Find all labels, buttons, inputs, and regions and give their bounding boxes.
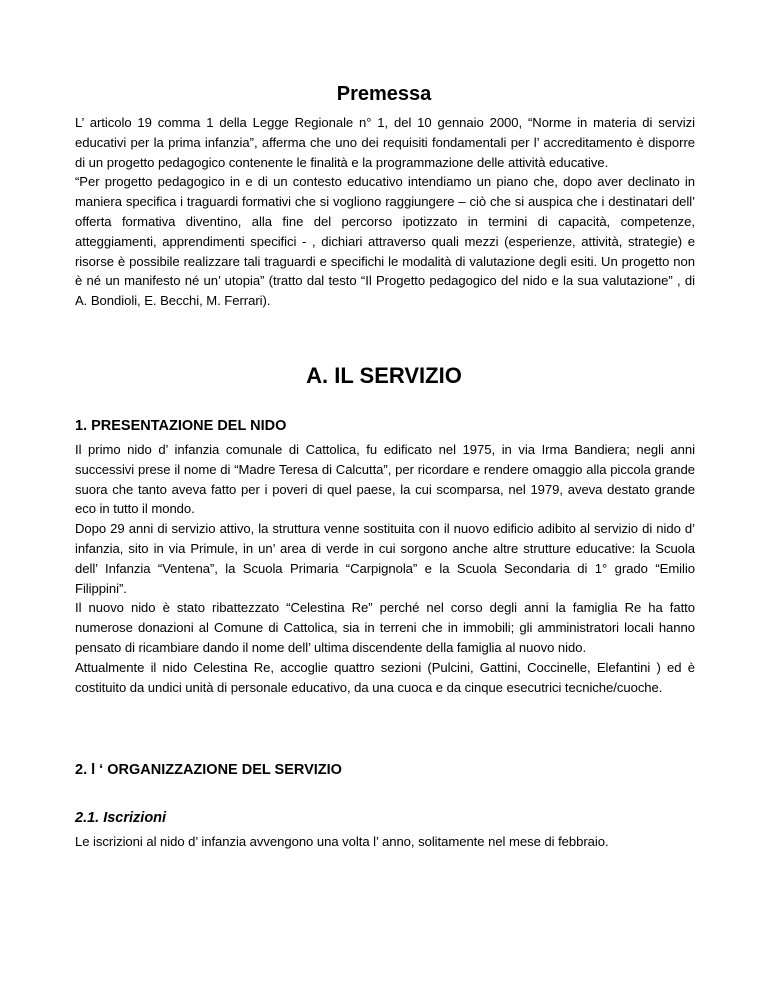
section-1-heading: 1. PRESENTAZIONE DEL NIDO	[75, 418, 287, 434]
section-1-body	[75, 440, 695, 697]
subsection-2-1-heading: 2.1. Iscrizioni	[75, 810, 167, 826]
premessa-paragraph-1: L’ articolo 19 comma 1 della Legge Regionale n° 1, del 10 gennaio 2000, “Norme in materia di servizi educativi per la prima infanzia”, afferma che uno dei requisiti fondamentali per l’ accreditamento è disporre di un progetto pedagogico contenente le finalità e la programmazione delle attività educative.	[75, 115, 695, 170]
section-1-paragraph-2: Dopo 29 anni di servizio attivo, la struttura venne sostituita con il nuovo edificio adibito al servizio di nido d’ infanzia, sito in via Primule, in un’ area di verde in cui sorgono anche altre strutture educative: la Scuola dell’ Infanzia “Ventena”, la Scuola Primaria “Carpignola” e la Scuola Secondaria di 1° grado “Emilio Filippini”.	[75, 521, 695, 596]
section-1-paragraph-3: Il nuovo nido è stato ribattezzato “Celestina Re” perché nel corso degli anni la famiglia Re ha fatto numerose donazioni al Comune di Cattolica, sia in terreni che in immobili; gli amministratori locali hanno pensato di ricambiare dando il nome dell’ ultima discendente della famiglia al nuovo nido.	[75, 600, 695, 655]
servizio-title: A. IL SERVIZIO	[306, 363, 462, 388]
subsection-2-1-body	[75, 832, 695, 852]
section-2-heading: 2. l ‘ ORGANIZZAZIONE DEL SERVIZIO	[75, 762, 342, 778]
section-1-paragraph-1: Il primo nido d’ infanzia comunale di Cattolica, fu edificato nel 1975, in via Irma Bandiera; negli anni successivi prese il nome di “Madre Teresa di Calcutta”, per ricordare e rendere omaggio alla piccola grande suora che tanto aveva fatto per i poveri di quel paese, la cui scomparsa, nel 1979, aveva destato grande eco in tutto il mondo.	[75, 442, 695, 517]
section-1-paragraph-4: Attualmente il nido Celestina Re, accoglie quattro sezioni (Pulcini, Gattini, Coccinelle, Elefantini ) ed è costituito da undici unità di personale educativo, da una cuoca e da cinque esecutrici tecniche/cuoche.	[75, 659, 695, 695]
premessa-body	[75, 113, 695, 311]
premessa-paragraph-2: “Per progetto pedagogico in e di un contesto educativo intendiamo un piano che, dopo aver declinato in maniera specifica i traguardi formativi che si vogliono raggiungere – ciò che si auspica che i destinatari dell’ offerta formativa diventino, alla fine del percorso ipotizzato in termini di capacità, competenze, atteggiamenti, apprendimenti specifici - , dichiari attraverso quali mezzi (esperienze, attività, strategie) e risorse è possibile realizzare tali traguardi e specifichi le modalità di valutazione degli esiti. Un progetto non è né un manifesto né un’ utopia” (tratto dal testo “Il Progetto pedagogico del nido e la sua valutazione” , di A. Bondioli, E. Becchi, M. Ferrari).	[75, 174, 695, 309]
subsection-2-1-text: Le iscrizioni al nido d’ infanzia avvengono una volta l’ anno, solitamente nel mese di febbraio.	[75, 834, 609, 849]
premessa-title: Premessa	[336, 83, 432, 105]
